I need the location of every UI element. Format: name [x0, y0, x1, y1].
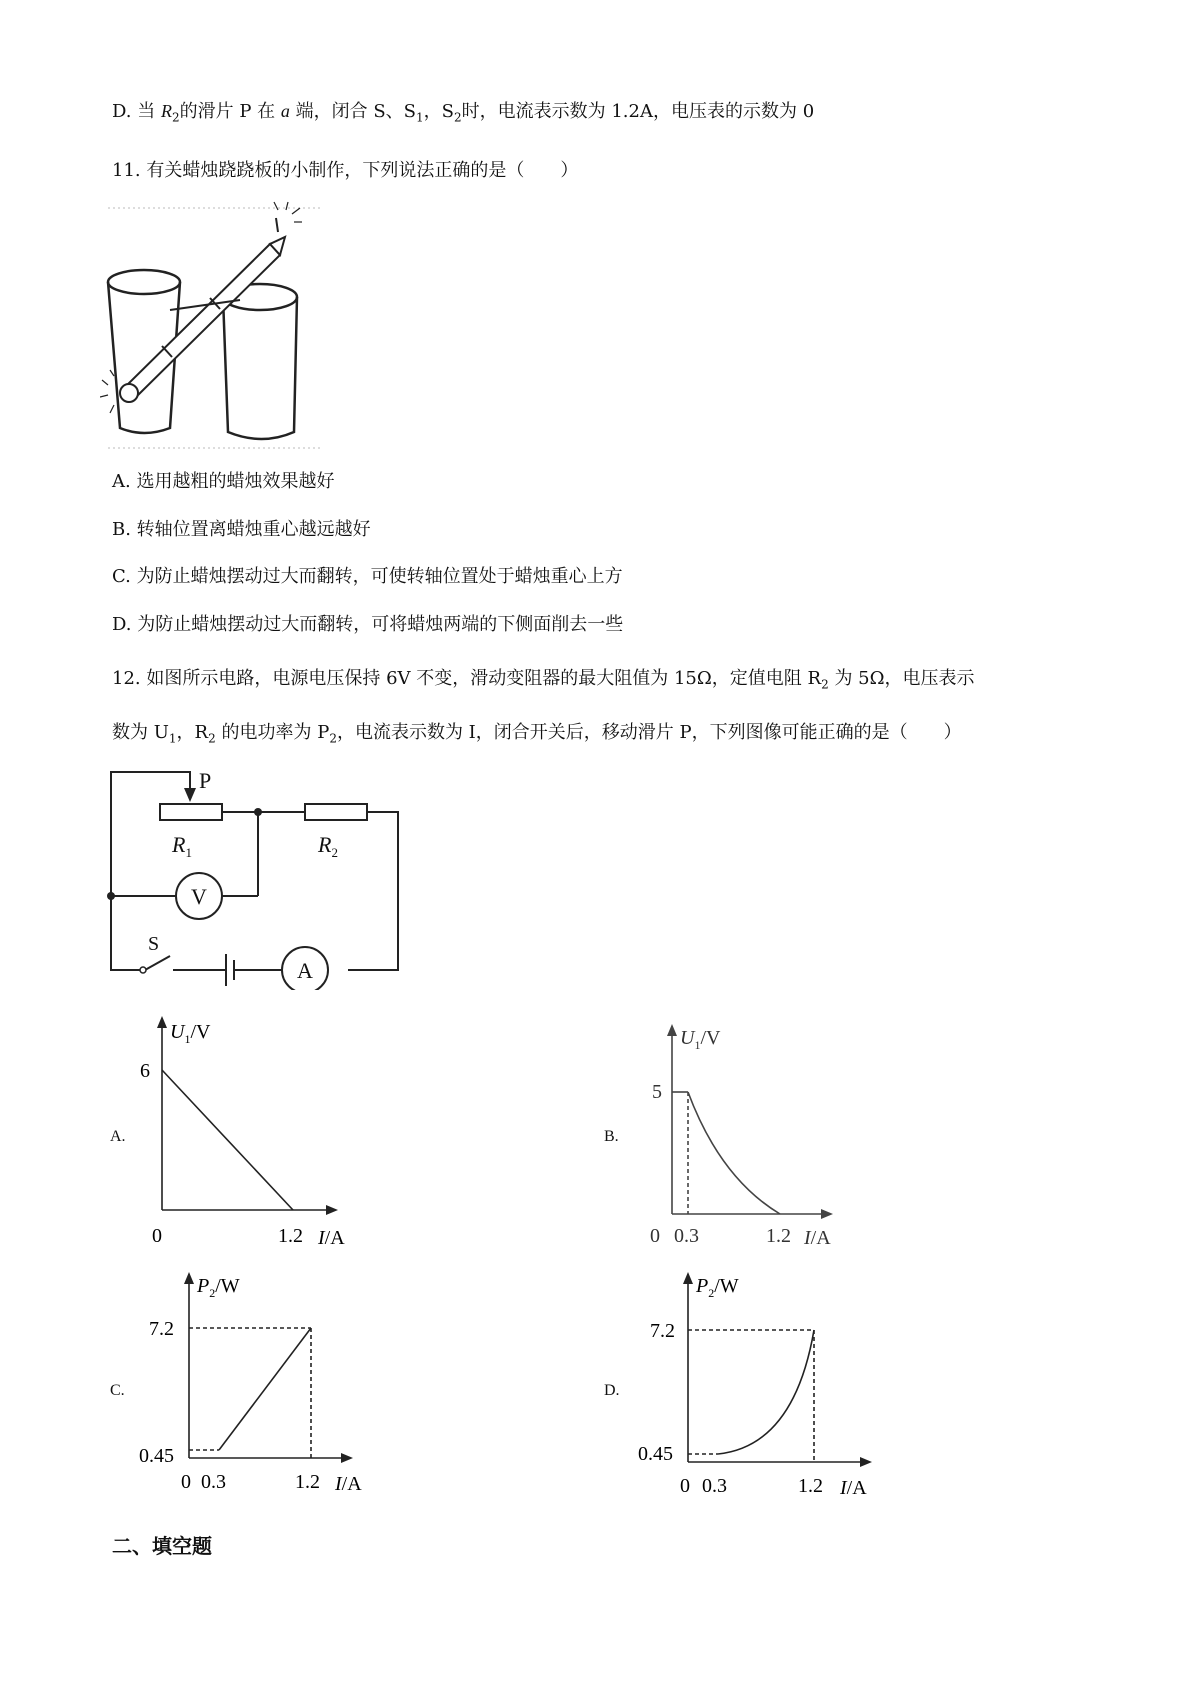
svg-text:1.2: 1.2 [278, 1225, 303, 1247]
graph-a [130, 1010, 390, 1260]
section-heading: 二、填空题 [112, 1534, 212, 1558]
slider-label: P [199, 768, 212, 793]
switch-contact [140, 967, 146, 973]
r1-label: $R_1$ [172, 832, 192, 860]
graph-b-label: B. [604, 1128, 619, 1145]
q11-option-b: B. 转轴位置离蜡烛重心越远越好 [112, 519, 371, 540]
q10-option-d: D. 当 $R_2$的滑片 P 在 a 端，闭合 S、$S_1$，$S_2$时，电流表示数为 1.2A，电压表的示数为 0 [112, 101, 815, 125]
r2-label: $R_2$ [318, 832, 338, 860]
ammeter-label: A [297, 958, 313, 983]
svg-text:0.3: 0.3 [702, 1475, 727, 1497]
graph-d-label: D. [604, 1382, 620, 1399]
svg-text:5: 5 [652, 1081, 662, 1103]
q11-option-c: C. 为防止蜡烛摆动过大而翻转，可使转轴位置处于蜡烛重心上方 [112, 566, 623, 587]
svg-text:I/A: I/A [335, 1473, 362, 1495]
svg-text:P2/W: $P_2/W$ [197, 1275, 240, 1300]
svg-text:0.3: 0.3 [674, 1225, 699, 1247]
svg-text:1.2: 1.2 [766, 1225, 791, 1247]
right-cup [223, 284, 297, 439]
graph-a-label: A. [110, 1128, 126, 1145]
candle-seesaw-figure [100, 200, 330, 460]
junction-dot [254, 808, 262, 816]
q12-stem-line2: 数为 $U_1$，$R_2$ 的电功率为 $P_2$，电流表示数为 I，闭合开关后，移动滑片 P，下列图像可能正确的是（ ） [112, 722, 962, 746]
circuit-diagram [100, 760, 420, 990]
q12-stem-line1: 12. 如图所示电路，电源电压保持 6V 不变，滑动变阻器的最大阻值为 15Ω，定值电阻 $R_2$ 为 5Ω，电压表示 [112, 668, 975, 692]
svg-text:I/A: I/A [804, 1227, 831, 1249]
switch-label: S [148, 933, 160, 955]
svg-text:0: 0 [181, 1471, 191, 1493]
graph-c-line [219, 1328, 311, 1450]
flame-icon [100, 370, 114, 413]
svg-text:P2/W: $P_2/W$ [696, 1275, 739, 1300]
q11-stem: 11. 有关蜡烛跷跷板的小制作，下列说法正确的是（ ） [112, 160, 579, 181]
svg-text:1.2: 1.2 [295, 1471, 320, 1493]
svg-text:U1/V: $U_1/V$ [170, 1021, 211, 1046]
svg-text:0.3: 0.3 [201, 1471, 226, 1493]
svg-text:7.2: 7.2 [149, 1318, 174, 1340]
svg-text:6: 6 [140, 1060, 150, 1082]
svg-text:0: 0 [152, 1225, 162, 1247]
svg-text:I/A: I/A [318, 1227, 345, 1249]
graph-d [634, 1268, 894, 1508]
graph-b [640, 1018, 870, 1258]
q11-option-a: A. 选用越粗的蜡烛效果越好 [112, 471, 335, 492]
graph-c-label: C. [110, 1382, 125, 1399]
flame-icon [274, 202, 302, 222]
junction-dot [107, 892, 115, 900]
graph-b-curve [688, 1092, 780, 1214]
svg-text:1.2: 1.2 [798, 1475, 823, 1497]
svg-text:I/A: I/A [840, 1477, 867, 1499]
svg-text:7.2: 7.2 [650, 1320, 675, 1342]
graph-c [135, 1268, 385, 1508]
graph-d-curve [718, 1330, 814, 1454]
voltmeter-label: V [191, 884, 207, 909]
svg-text:0: 0 [680, 1475, 690, 1497]
graph-a-line [162, 1070, 293, 1210]
svg-text:U1/V: $U_1/V$ [680, 1027, 721, 1052]
svg-text:0.45: 0.45 [638, 1443, 673, 1465]
svg-text:0.45: 0.45 [139, 1445, 174, 1467]
svg-text:0: 0 [650, 1225, 660, 1247]
q11-option-d: D. 为防止蜡烛摆动过大而翻转，可将蜡烛两端的下侧面削去一些 [112, 614, 624, 635]
